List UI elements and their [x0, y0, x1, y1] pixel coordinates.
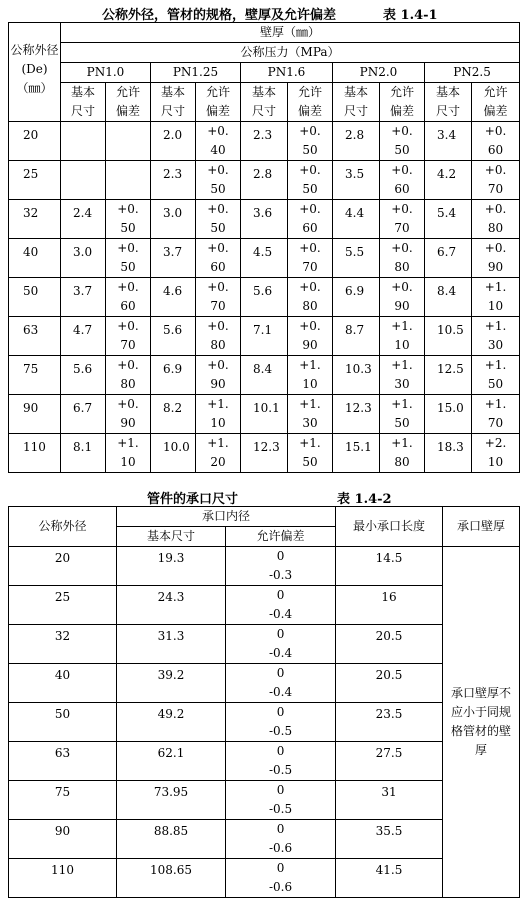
base-size-header: 基本尺寸 — [425, 83, 472, 122]
deviation-cell — [226, 664, 336, 703]
dn-cell: 63 — [9, 317, 61, 356]
pn-header: PN1.6 — [241, 63, 333, 83]
base-size-cell — [61, 161, 106, 200]
t2-inner-header: 承口内径 — [117, 507, 336, 527]
min-length-cell: 23.5 — [336, 703, 443, 742]
base-size-cell: 108.65 — [117, 859, 226, 898]
deviation-cell: +1.10 — [472, 278, 520, 317]
base-size-cell: 3.5 — [333, 161, 380, 200]
dn-cell: 25 — [9, 586, 117, 625]
base-size-header: 基本尺寸 — [333, 83, 380, 122]
deviation-upper: 0 — [276, 783, 285, 797]
base-size-cell: 31.3 — [117, 625, 226, 664]
deviation-cell: +0.50 — [196, 161, 241, 200]
deviation-lower: -0.3 — [268, 568, 293, 582]
base-size-cell: 6.7 — [61, 395, 106, 434]
deviation-lower: -0.6 — [268, 841, 293, 855]
deviation-cell — [226, 547, 336, 586]
deviation-cell: +1.50 — [380, 395, 425, 434]
deviation-lower: -0.4 — [268, 646, 293, 660]
base-size-cell: 49.2 — [117, 703, 226, 742]
base-size-header: 基本尺寸 — [61, 83, 106, 122]
table-row — [9, 278, 520, 317]
deviation-lower: -0.5 — [268, 724, 293, 738]
deviation-cell — [226, 820, 336, 859]
table-row — [9, 200, 520, 239]
wall-header: 壁厚（㎜） — [61, 23, 520, 43]
table1-label: 表 1.4-1 — [383, 8, 438, 23]
deviation-cell: +0.90 — [472, 239, 520, 278]
dn-cell: 110 — [9, 859, 117, 898]
deviation-cell: +0.80 — [106, 356, 151, 395]
deviation-cell: +0.60 — [288, 200, 333, 239]
deviation-cell: +0.50 — [288, 122, 333, 161]
deviation-upper: 0 — [276, 744, 285, 758]
base-size-cell: 3.7 — [61, 278, 106, 317]
dn-cell: 75 — [9, 356, 61, 395]
deviation-upper: 0 — [276, 822, 285, 836]
min-length-cell: 16 — [336, 586, 443, 625]
base-size-cell: 6.7 — [425, 239, 472, 278]
deviation-cell: +0.50 — [380, 122, 425, 161]
deviation-cell: +1.10 — [380, 317, 425, 356]
base-size-cell: 19.3 — [117, 547, 226, 586]
deviation-cell: +1.10 — [106, 434, 151, 473]
deviation-upper: 0 — [276, 666, 285, 680]
deviation-cell: +0.50 — [288, 161, 333, 200]
pipe-spec-table — [8, 22, 520, 473]
deviation-cell: +0.70 — [196, 278, 241, 317]
deviation-cell: +1.70 — [472, 395, 520, 434]
min-length-cell: 14.5 — [336, 547, 443, 586]
base-size-cell: 3.0 — [151, 200, 196, 239]
deviation-cell — [226, 859, 336, 898]
deviation-cell: +0.90 — [106, 395, 151, 434]
deviation-cell: +0.60 — [472, 122, 520, 161]
deviation-upper: 0 — [276, 705, 285, 719]
base-size-cell: 2.8 — [333, 122, 380, 161]
table-row — [9, 547, 520, 586]
base-size-cell: 4.6 — [151, 278, 196, 317]
base-size-cell: 10.0 — [151, 434, 196, 473]
base-size-cell: 8.7 — [333, 317, 380, 356]
base-size-cell: 39.2 — [117, 664, 226, 703]
base-size-cell: 10.5 — [425, 317, 472, 356]
deviation-cell: +1.30 — [472, 317, 520, 356]
base-size-cell: 4.5 — [241, 239, 288, 278]
deviation-cell: +0.80 — [472, 200, 520, 239]
t2-dn-header: 公称外径 — [9, 507, 117, 547]
base-size-cell: 2.3 — [241, 122, 288, 161]
t2-minlen-header: 最小承口长度 — [336, 507, 443, 547]
base-size-cell: 4.2 — [425, 161, 472, 200]
deviation-lower: -0.4 — [268, 685, 293, 699]
deviation-cell: +0.70 — [288, 239, 333, 278]
deviation-cell: +1.10 — [288, 356, 333, 395]
pn-header: PN2.0 — [333, 63, 425, 83]
deviation-cell — [226, 742, 336, 781]
base-size-cell: 5.5 — [333, 239, 380, 278]
dn-cell: 20 — [9, 547, 117, 586]
dn-cell: 25 — [9, 161, 61, 200]
deviation-cell: +0.90 — [288, 317, 333, 356]
deviation-cell — [226, 703, 336, 742]
base-size-cell: 5.6 — [61, 356, 106, 395]
base-size-cell: 3.0 — [61, 239, 106, 278]
base-size-cell — [61, 122, 106, 161]
min-length-cell: 35.5 — [336, 820, 443, 859]
deviation-cell: +1.20 — [196, 434, 241, 473]
dn-cell: 20 — [9, 122, 61, 161]
base-size-cell: 24.3 — [117, 586, 226, 625]
dn-header: 公称外径(De)（㎜） — [10, 43, 59, 95]
dn-cell: 75 — [9, 781, 117, 820]
deviation-cell: +0.40 — [196, 122, 241, 161]
base-size-cell: 3.6 — [241, 200, 288, 239]
pn-header: PN1.0 — [61, 63, 151, 83]
base-size-cell: 4.4 — [333, 200, 380, 239]
base-size-cell: 6.9 — [333, 278, 380, 317]
deviation-cell: +0.50 — [106, 200, 151, 239]
base-size-cell: 73.95 — [117, 781, 226, 820]
deviation-cell: +1.50 — [472, 356, 520, 395]
deviation-cell: +0.80 — [288, 278, 333, 317]
base-size-cell: 7.1 — [241, 317, 288, 356]
pn-header: PN1.25 — [151, 63, 241, 83]
deviation-cell: +0.90 — [380, 278, 425, 317]
base-size-cell: 8.4 — [241, 356, 288, 395]
deviation-lower: -0.5 — [268, 763, 293, 777]
base-size-cell: 8.1 — [61, 434, 106, 473]
dn-cell: 40 — [9, 239, 61, 278]
deviation-cell: +1.80 — [380, 434, 425, 473]
deviation-cell: +0.90 — [196, 356, 241, 395]
deviation-upper: 0 — [276, 861, 285, 875]
dn-cell: 90 — [9, 820, 117, 859]
table2-title: 管件的承口尺寸 — [147, 492, 239, 507]
deviation-cell: +0.50 — [106, 239, 151, 278]
base-size-cell: 2.0 — [151, 122, 196, 161]
deviation-cell: +2.10 — [472, 434, 520, 473]
base-size-cell: 2.8 — [241, 161, 288, 200]
deviation-cell — [226, 781, 336, 820]
base-size-cell: 62.1 — [117, 742, 226, 781]
deviation-upper: 0 — [276, 549, 285, 563]
dn-cell: 50 — [9, 703, 117, 742]
base-size-cell: 12.3 — [241, 434, 288, 473]
base-size-header: 基本尺寸 — [151, 83, 196, 122]
deviation-header: 允许偏差 — [106, 83, 151, 122]
deviation-cell — [226, 586, 336, 625]
t2-base-header: 基本尺寸 — [117, 527, 226, 547]
dn-cell: 50 — [9, 278, 61, 317]
table-row — [9, 161, 520, 200]
deviation-lower: -0.5 — [268, 802, 293, 816]
deviation-upper: 0 — [276, 588, 285, 602]
deviation-cell: +0.80 — [196, 317, 241, 356]
dn-cell: 90 — [9, 395, 61, 434]
table-row — [9, 239, 520, 278]
deviation-cell: +1.30 — [380, 356, 425, 395]
base-size-cell: 3.4 — [425, 122, 472, 161]
dn-cell: 32 — [9, 625, 117, 664]
base-size-cell: 12.3 — [333, 395, 380, 434]
deviation-cell: +0.70 — [472, 161, 520, 200]
dn-header-cell — [9, 23, 61, 122]
base-size-cell: 18.3 — [425, 434, 472, 473]
deviation-header: 允许偏差 — [196, 83, 241, 122]
deviation-cell: +0.60 — [196, 239, 241, 278]
table2-label: 表 1.4-2 — [337, 492, 392, 507]
deviation-cell: +1.50 — [288, 434, 333, 473]
deviation-cell: +0.80 — [380, 239, 425, 278]
base-size-cell: 8.2 — [151, 395, 196, 434]
deviation-cell: +0.70 — [380, 200, 425, 239]
min-length-cell: 31 — [336, 781, 443, 820]
socket-size-table — [8, 506, 520, 898]
min-length-cell: 27.5 — [336, 742, 443, 781]
base-size-cell: 8.4 — [425, 278, 472, 317]
t2-wall-header: 承口壁厚 — [443, 507, 520, 547]
min-length-cell: 20.5 — [336, 625, 443, 664]
base-size-cell: 6.9 — [151, 356, 196, 395]
dn-cell: 63 — [9, 742, 117, 781]
deviation-cell: +0.50 — [196, 200, 241, 239]
base-size-cell: 2.4 — [61, 200, 106, 239]
base-size-cell: 4.7 — [61, 317, 106, 356]
deviation-cell: +1.10 — [196, 395, 241, 434]
table-row — [9, 395, 520, 434]
base-size-cell: 15.1 — [333, 434, 380, 473]
dn-cell: 110 — [9, 434, 61, 473]
deviation-lower: -0.6 — [268, 880, 293, 894]
deviation-cell: +0.60 — [380, 161, 425, 200]
base-size-header: 基本尺寸 — [241, 83, 288, 122]
base-size-cell: 12.5 — [425, 356, 472, 395]
pressure-header: 公称压力（MPa） — [61, 43, 520, 63]
min-length-cell: 41.5 — [336, 859, 443, 898]
base-size-cell: 88.85 — [117, 820, 226, 859]
table-row — [9, 317, 520, 356]
deviation-cell: +0.60 — [106, 278, 151, 317]
deviation-cell — [106, 161, 151, 200]
base-size-cell: 5.6 — [151, 317, 196, 356]
dn-cell: 40 — [9, 664, 117, 703]
base-size-cell: 2.3 — [151, 161, 196, 200]
base-size-cell: 3.7 — [151, 239, 196, 278]
table1-title: 公称外径，管材的规格，壁厚及允许偏差 — [102, 8, 337, 23]
base-size-cell: 15.0 — [425, 395, 472, 434]
table-row — [9, 122, 520, 161]
deviation-cell — [226, 625, 336, 664]
deviation-cell: +1.30 — [288, 395, 333, 434]
deviation-header: 允许偏差 — [288, 83, 333, 122]
base-size-cell: 10.3 — [333, 356, 380, 395]
deviation-cell — [106, 122, 151, 161]
deviation-cell: +0.70 — [106, 317, 151, 356]
wall-note-cell: 承口壁厚不应小于同规格管材的壁厚 — [443, 547, 520, 898]
base-size-cell: 5.6 — [241, 278, 288, 317]
deviation-lower: -0.4 — [268, 607, 293, 621]
deviation-header: 允许偏差 — [472, 83, 520, 122]
t2-dev-header: 允许偏差 — [226, 527, 336, 547]
base-size-cell: 10.1 — [241, 395, 288, 434]
table-row — [9, 434, 520, 473]
table-row — [9, 356, 520, 395]
pn-header: PN2.5 — [425, 63, 520, 83]
min-length-cell: 20.5 — [336, 664, 443, 703]
dn-cell: 32 — [9, 200, 61, 239]
deviation-upper: 0 — [276, 627, 285, 641]
deviation-header: 允许偏差 — [380, 83, 425, 122]
base-size-cell: 5.4 — [425, 200, 472, 239]
